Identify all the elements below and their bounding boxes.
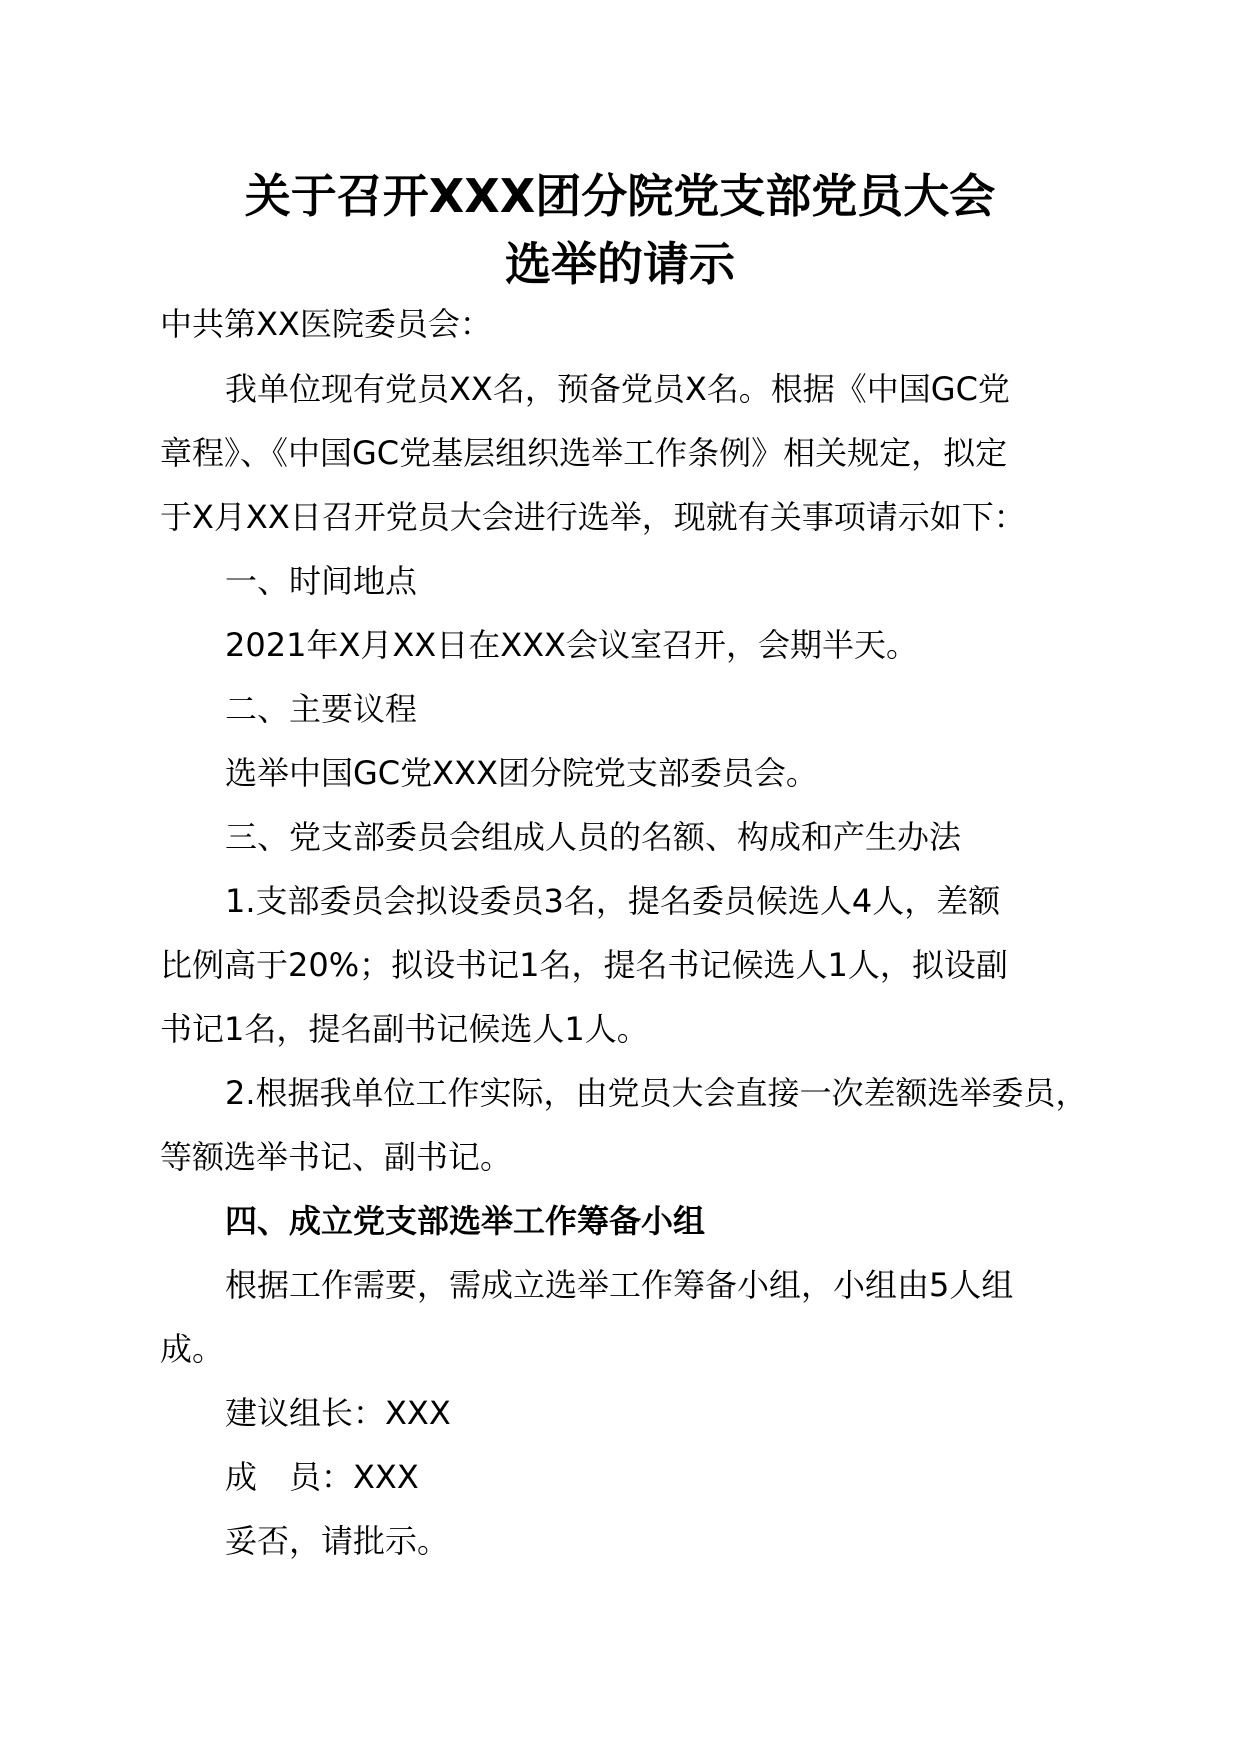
section2-heading: 二、主要议程	[225, 690, 418, 728]
section2-body: 选举中国GC党XXX团分院党支部委员会。	[225, 754, 818, 792]
section3-heading: 三、党支部委员会组成人员的名额、构成和产生办法	[225, 818, 962, 856]
item2-line-2: 等额选举书记、副书记。	[160, 1138, 513, 1176]
section1-body: 2021年X月XX日在XXX会议室召开，会期半天。	[225, 626, 918, 664]
section1-heading: 一、时间地点	[225, 562, 418, 600]
item1-line-3: 书记1名，提名副书记候选人1人。	[160, 1010, 649, 1048]
document-title-line1: 关于召开XXX团分院党支部党员大会	[244, 169, 996, 223]
closing-line: 妥否，请批示。	[225, 1522, 450, 1560]
item2-line-1: 2.根据我单位工作实际，由党员大会直接一次差额选举委员，	[225, 1074, 1088, 1112]
salutation: 中共第XX医院委员会：	[160, 305, 492, 343]
group-leader: 建议组长：XXX	[225, 1394, 451, 1432]
intro-line-2: 章程》、《中国GC党基层组织选举工作条例》相关规定，拟定	[160, 434, 1008, 472]
group-members: 成 员：XXX	[225, 1458, 419, 1496]
section4-body-line-2: 成。	[160, 1330, 225, 1368]
section4-heading: 四、成立党支部选举工作筹备小组	[225, 1202, 706, 1240]
document-title-line2: 选举的请示	[505, 237, 735, 291]
intro-line-1: 我单位现有党员XX名，预备党员X名。根据《中国GC党	[225, 370, 1010, 408]
section4-body-line-1: 根据工作需要，需成立选举工作筹备小组，小组由5人组	[225, 1266, 1014, 1304]
item1-line-1: 1.支部委员会拟设委员3名，提名委员候选人4人，差额	[225, 882, 1001, 920]
intro-line-3: 于X月XX日召开党员大会进行选举，现就有关事项请示如下：	[160, 498, 1026, 536]
item1-line-2: 比例高于20%；拟设书记1名，提名书记候选人1人，拟设副	[160, 946, 1008, 984]
